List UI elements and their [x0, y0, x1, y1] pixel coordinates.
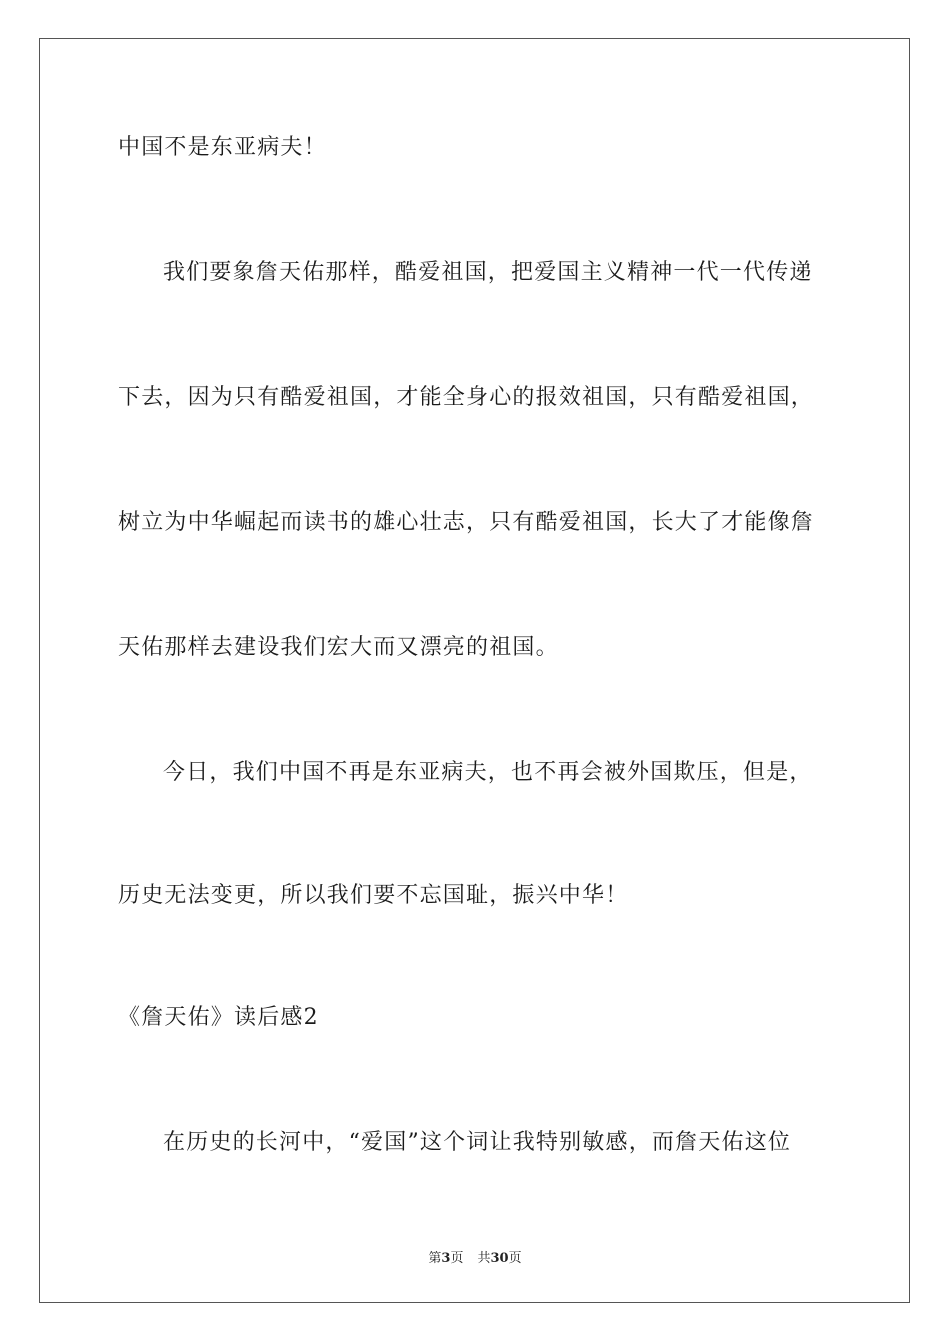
total-prefix: 共	[477, 1251, 491, 1266]
text-line-6: 今日，我们中国不再是东亚病夫，也不再会被外国欺压，但是，	[163, 760, 813, 785]
text-line-4: 树立为中华崛起而读书的雄心壮志，只有酷爱祖国，长大了才能像詹	[118, 510, 815, 535]
text-line-2: 我们要象詹天佑那样，酷爱祖国，把爱国主义精神一代一代传递	[163, 260, 813, 285]
total-suffix: 页	[508, 1251, 522, 1266]
text-line-7: 历史无法变更，所以我们要不忘国耻，振兴中华！	[118, 883, 629, 908]
text-line-8: 在历史的长河中，“爱国”这个词让我特别敏感，而詹天佑这位	[163, 1130, 792, 1155]
page-number: 3	[441, 1251, 451, 1266]
text-line-1: 中国不是东亚病夫！	[118, 135, 327, 160]
page-border	[39, 38, 910, 1303]
page-prefix: 第	[428, 1251, 442, 1266]
total-pages: 30	[490, 1251, 509, 1266]
text-line-3: 下去，因为只有酷爱祖国，才能全身心的报效祖国，只有酷爱祖国，	[118, 385, 815, 410]
page-footer	[0, 1247, 950, 1266]
page-suffix: 页	[450, 1251, 464, 1266]
text-line-5: 天佑那样去建设我们宏大而又漂亮的祖国。	[118, 635, 559, 660]
section-heading: 《詹天佑》读后感2	[118, 1005, 319, 1030]
